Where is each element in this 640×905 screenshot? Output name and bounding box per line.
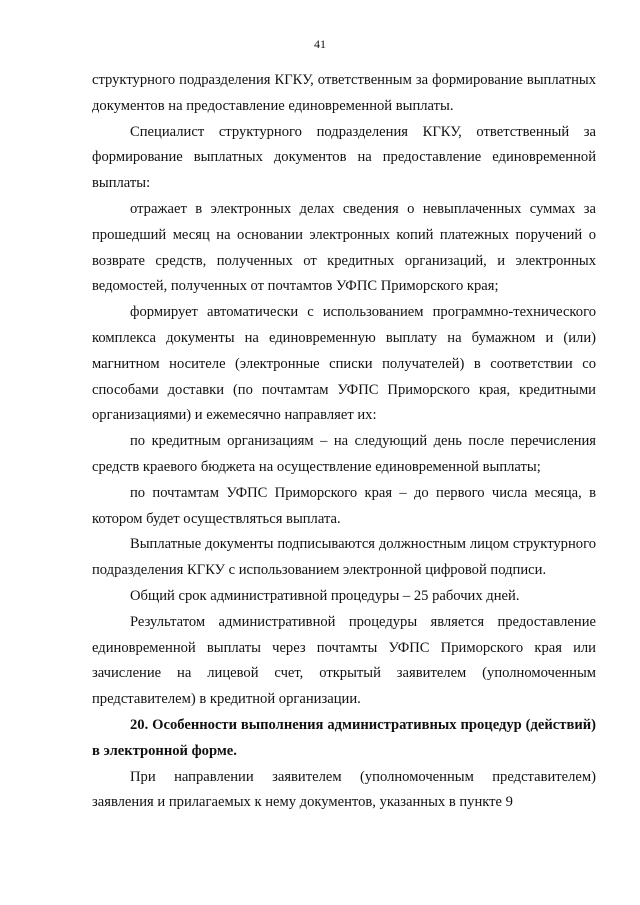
paragraph-continuation: структурного подразделения КГКУ, ответственным за формирование выплатных документов на предоставление единовременной выплаты. <box>92 72 596 114</box>
section-heading-20: 20. Особенности выполнения административных процедур (действий) в электронной форме. <box>92 716 596 759</box>
paragraph-specialist: Специалист структурного подразделения КГКУ, ответственный за формирование выплатных документов на предоставление единовременной выплаты: <box>92 123 596 192</box>
paragraph-credit-organizations: по кредитным организациям – на следующий день после перечисления средств краевого бюджета на осуществление единовременной выплаты; <box>92 433 596 475</box>
paragraph-total-term: Общий срок административной процедуры – 25 рабочих дней. <box>130 587 520 604</box>
paragraph-electronic-submission: При направлении заявителем (уполномоченным представителем) заявления и прилагаемых к нему документов, указанных в пункте 9 <box>92 768 596 811</box>
paragraph-post-offices: по почтамтам УФПС Приморского края – до первого числа месяца, в котором будет осуществляться выплата. <box>92 484 596 527</box>
paragraph-signing: Выплатные документы подписываются должностным лицом структурного подразделения КГКУ с использованием электронной цифровой подписи. <box>92 536 596 579</box>
paragraph-forms-documents: формирует автоматически с использованием программно-технического комплекса документы на единовременную выплату на бумажном и (или) магнитном носителе (электронные списки получателей) в соответствии со способами доставки (по почтамтам УФПС Приморского края, кредитными организациями) и ежемесячно направляет их: <box>92 304 596 424</box>
document-body <box>92 68 596 816</box>
paragraph-result: Результатом административной процедуры является предоставление единовременной выплаты через почтамты УФПС Приморского края или зачисление на лицевой счет, открытый заявителем (уполномоченным представителем) в кредитной организации. <box>92 613 596 708</box>
paragraph-reflects-records: отражает в электронных делах сведения о невыплаченных суммах за прошедший месяц на основании электронных копий платежных поручений о возврате средств, полученных от кредитных организаций, и электронных ведомостей, полученных от почтамтов УФПС Приморского края; <box>92 200 596 295</box>
page-number: 41 <box>314 37 326 51</box>
